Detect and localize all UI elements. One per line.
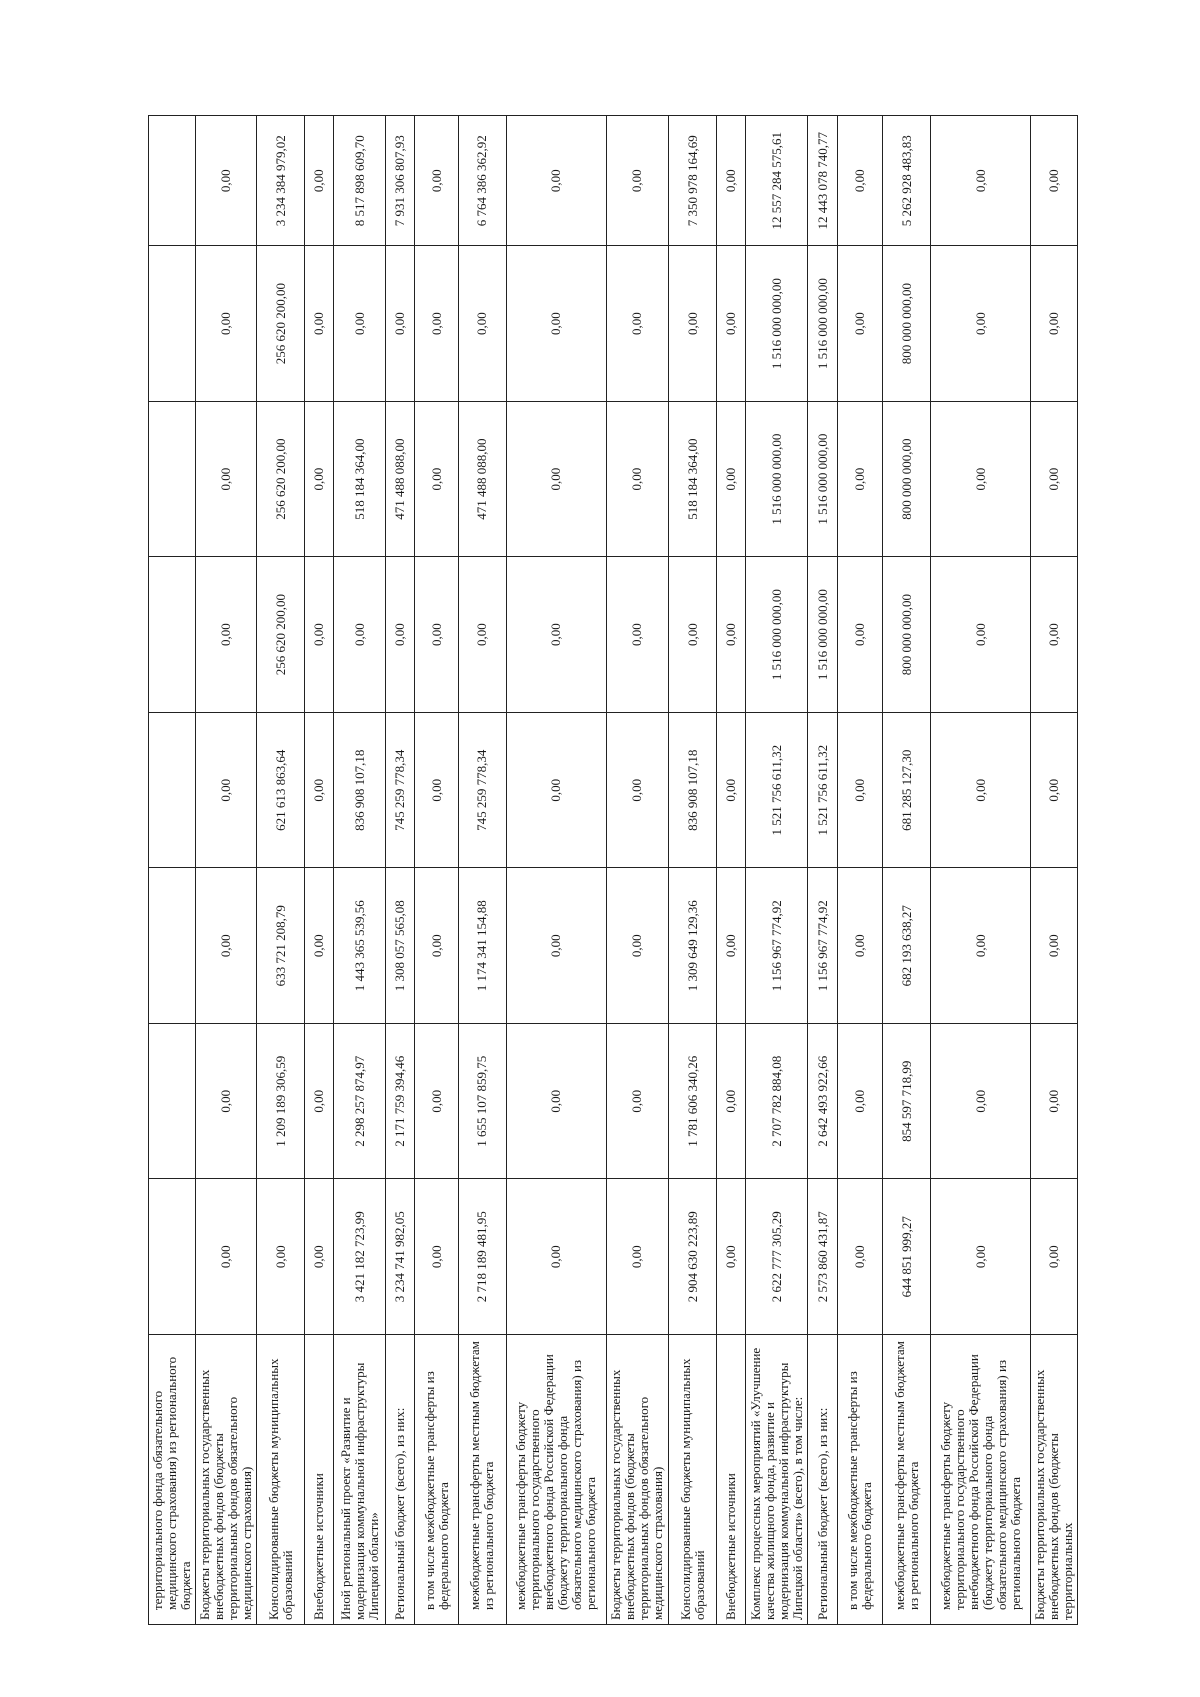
value-cell: 1 516 000 000,00 <box>808 557 837 713</box>
value-cell: 0,00 <box>837 1179 883 1335</box>
value-cell: 0,00 <box>506 246 606 402</box>
table-row <box>1031 116 1078 1625</box>
value-cell: 518 184 364,00 <box>334 401 386 557</box>
budget-table <box>148 115 1078 1625</box>
value-cell: 3 234 741 982,05 <box>386 1179 415 1335</box>
value-cell <box>149 1179 196 1335</box>
value-cell: 0,00 <box>669 246 717 402</box>
value-cell: 0,00 <box>506 1179 606 1335</box>
row-label: Комплекс процессных мероприятий «Улучшение качества жилищного фонда, развитие и модернизация коммунальной инфраструктуры Липецкой области» (всего), в том числе: <box>746 1334 808 1624</box>
table-row <box>506 116 606 1625</box>
rotated-table-container <box>148 115 1078 1625</box>
value-cell: 0,00 <box>195 557 256 713</box>
value-cell: 0,00 <box>386 246 415 402</box>
value-cell: 0,00 <box>1031 246 1078 402</box>
value-cell: 0,00 <box>195 246 256 402</box>
value-cell: 256 620 200,00 <box>257 246 305 402</box>
value-cell: 0,00 <box>716 246 745 402</box>
value-cell: 1 516 000 000,00 <box>746 401 808 557</box>
value-cell: 1 516 000 000,00 <box>746 246 808 402</box>
value-cell: 681 285 127,30 <box>883 712 931 868</box>
value-cell: 1 655 107 859,75 <box>458 1023 506 1179</box>
value-cell: 836 908 107,18 <box>669 712 717 868</box>
value-cell: 0,00 <box>195 868 256 1024</box>
value-cell: 8 517 898 609,70 <box>334 116 386 246</box>
value-cell <box>149 557 196 713</box>
table-row <box>837 116 883 1625</box>
value-cell <box>149 116 196 246</box>
value-cell: 0,00 <box>1031 868 1078 1024</box>
value-cell: 0,00 <box>334 246 386 402</box>
row-label: в том числе межбюджетные трансферты из федерального бюджета <box>415 1334 459 1624</box>
value-cell: 0,00 <box>506 401 606 557</box>
value-cell: 256 620 200,00 <box>257 557 305 713</box>
value-cell: 0,00 <box>305 1023 334 1179</box>
value-cell: 0,00 <box>1031 712 1078 868</box>
value-cell: 1 209 189 306,59 <box>257 1023 305 1179</box>
table-row <box>415 116 459 1625</box>
value-cell: 2 171 759 394,46 <box>386 1023 415 1179</box>
value-cell: 0,00 <box>506 868 606 1024</box>
value-cell: 0,00 <box>837 557 883 713</box>
value-cell: 0,00 <box>606 1023 668 1179</box>
value-cell: 0,00 <box>931 401 1031 557</box>
value-cell: 6 764 386 362,92 <box>458 116 506 246</box>
row-label: Региональный бюджет (всего), из них: <box>808 1334 837 1624</box>
row-label: Бюджеты территориальных государственных внебюджетных фондов (бюджеты территориальных фондов обязательного медицинского страхования) <box>606 1334 668 1624</box>
value-cell: 1 443 365 539,56 <box>334 868 386 1024</box>
value-cell: 682 193 638,27 <box>883 868 931 1024</box>
value-cell: 1 516 000 000,00 <box>808 401 837 557</box>
value-cell: 0,00 <box>415 868 459 1024</box>
table-row <box>883 116 931 1625</box>
value-cell: 1 521 756 611,32 <box>746 712 808 868</box>
value-cell: 0,00 <box>606 116 668 246</box>
value-cell: 0,00 <box>415 712 459 868</box>
value-cell: 745 259 778,34 <box>458 712 506 868</box>
value-cell: 0,00 <box>305 401 334 557</box>
value-cell: 5 262 928 483,83 <box>883 116 931 246</box>
value-cell: 2 707 782 884,08 <box>746 1023 808 1179</box>
value-cell: 0,00 <box>837 1023 883 1179</box>
value-cell <box>149 712 196 868</box>
value-cell: 0,00 <box>931 557 1031 713</box>
row-label: межбюджетные трансферты бюджету территориального государственного внебюджетного фонда Российской Федерации (бюджету территориального фонда обязательного медицинского страхования) из регионального бюджета <box>931 1334 1031 1624</box>
value-cell: 0,00 <box>305 868 334 1024</box>
value-cell: 0,00 <box>606 557 668 713</box>
row-label: Иной региональный проект «Развитие и модернизация коммунальной инфраструктуры Липецкой области» <box>334 1334 386 1624</box>
value-cell: 3 421 182 723,99 <box>334 1179 386 1335</box>
value-cell: 1 156 967 774,92 <box>808 868 837 1024</box>
value-cell: 2 622 777 305,29 <box>746 1179 808 1335</box>
table-row <box>334 116 386 1625</box>
value-cell: 0,00 <box>931 868 1031 1024</box>
value-cell: 0,00 <box>1031 1023 1078 1179</box>
value-cell: 0,00 <box>305 116 334 246</box>
row-label: Консолидированные бюджеты муниципальных образований <box>257 1334 305 1624</box>
table-row <box>669 116 717 1625</box>
value-cell: 0,00 <box>837 401 883 557</box>
value-cell: 644 851 999,27 <box>883 1179 931 1335</box>
value-cell: 0,00 <box>195 712 256 868</box>
table-row <box>305 116 334 1625</box>
value-cell: 621 613 863,64 <box>257 712 305 868</box>
value-cell: 1 521 756 611,32 <box>808 712 837 868</box>
value-cell: 1 309 649 129,36 <box>669 868 717 1024</box>
value-cell: 0,00 <box>716 712 745 868</box>
value-cell: 0,00 <box>716 1179 745 1335</box>
value-cell: 0,00 <box>305 246 334 402</box>
table-row <box>808 116 837 1625</box>
value-cell: 0,00 <box>506 712 606 868</box>
row-label: Внебюджетные источники <box>716 1334 745 1624</box>
value-cell: 0,00 <box>606 401 668 557</box>
value-cell: 800 000 000,00 <box>883 246 931 402</box>
row-label: Региональный бюджет (всего), из них: <box>386 1334 415 1624</box>
value-cell: 0,00 <box>415 116 459 246</box>
value-cell: 0,00 <box>257 1179 305 1335</box>
row-label: Бюджеты территориальных государственных внебюджетных фондов (бюджеты территориальных фондов обязательного медицинского страхования) <box>195 1334 256 1624</box>
value-cell: 0,00 <box>1031 1179 1078 1335</box>
value-cell: 0,00 <box>606 246 668 402</box>
value-cell: 836 908 107,18 <box>334 712 386 868</box>
table-row <box>716 116 745 1625</box>
value-cell: 0,00 <box>195 116 256 246</box>
table-row <box>746 116 808 1625</box>
value-cell: 0,00 <box>1031 401 1078 557</box>
row-label: Внебюджетные источники <box>305 1334 334 1624</box>
value-cell: 7 931 306 807,93 <box>386 116 415 246</box>
row-label: межбюджетные трансферты бюджету территориального государственного внебюджетного фонда Российской Федерации (бюджету территориального фонда обязательного медицинского страхования) из регионального бюджета <box>506 1334 606 1624</box>
row-label: Бюджеты территориальных государственных внебюджетных фондов (бюджеты территориальных <box>1031 1334 1078 1624</box>
row-label: межбюджетные трансферты местным бюджетам из регионального бюджета <box>458 1334 506 1624</box>
value-cell: 0,00 <box>716 557 745 713</box>
table-row <box>195 116 256 1625</box>
value-cell: 0,00 <box>458 246 506 402</box>
row-label: Консолидированные бюджеты муниципальных образований <box>669 1334 717 1624</box>
value-cell: 0,00 <box>716 868 745 1024</box>
value-cell: 0,00 <box>931 712 1031 868</box>
value-cell: 854 597 718,99 <box>883 1023 931 1179</box>
value-cell: 3 234 384 979,02 <box>257 116 305 246</box>
value-cell: 1 174 341 154,88 <box>458 868 506 1024</box>
row-label: в том числе межбюджетные трансферты из федерального бюджета <box>837 1334 883 1624</box>
value-cell: 0,00 <box>1031 557 1078 713</box>
value-cell: 0,00 <box>415 1023 459 1179</box>
table-row <box>257 116 305 1625</box>
value-cell: 0,00 <box>334 557 386 713</box>
value-cell: 0,00 <box>931 246 1031 402</box>
value-cell: 0,00 <box>837 116 883 246</box>
value-cell: 633 721 208,79 <box>257 868 305 1024</box>
value-cell: 800 000 000,00 <box>883 401 931 557</box>
value-cell: 0,00 <box>931 1179 1031 1335</box>
value-cell <box>149 246 196 402</box>
value-cell: 0,00 <box>415 557 459 713</box>
value-cell: 0,00 <box>837 246 883 402</box>
row-label: межбюджетные трансферты местным бюджетам из регионального бюджета <box>883 1334 931 1624</box>
value-cell: 0,00 <box>606 1179 668 1335</box>
value-cell <box>149 401 196 557</box>
value-cell: 800 000 000,00 <box>883 557 931 713</box>
value-cell: 0,00 <box>305 1179 334 1335</box>
value-cell: 518 184 364,00 <box>669 401 717 557</box>
value-cell: 0,00 <box>305 712 334 868</box>
value-cell: 1 516 000 000,00 <box>746 557 808 713</box>
value-cell: 0,00 <box>606 868 668 1024</box>
value-cell: 0,00 <box>506 116 606 246</box>
value-cell: 2 573 860 431,87 <box>808 1179 837 1335</box>
table-row <box>149 116 196 1625</box>
value-cell: 0,00 <box>305 557 334 713</box>
value-cell: 0,00 <box>458 557 506 713</box>
value-cell: 12 443 078 740,77 <box>808 116 837 246</box>
value-cell: 1 516 000 000,00 <box>808 246 837 402</box>
budget-table-body <box>149 116 1078 1625</box>
value-cell: 471 488 088,00 <box>386 401 415 557</box>
table-row <box>606 116 668 1625</box>
value-cell: 2 904 630 223,89 <box>669 1179 717 1335</box>
value-cell: 1 156 967 774,92 <box>746 868 808 1024</box>
value-cell: 0,00 <box>931 1023 1031 1179</box>
value-cell: 0,00 <box>716 116 745 246</box>
value-cell: 1 781 606 340,26 <box>669 1023 717 1179</box>
value-cell: 0,00 <box>506 557 606 713</box>
row-label: территориального фонда обязательного медицинского страхования) из регионального бюджета <box>149 1334 196 1624</box>
value-cell: 256 620 200,00 <box>257 401 305 557</box>
value-cell: 0,00 <box>931 116 1031 246</box>
value-cell: 0,00 <box>195 1023 256 1179</box>
table-row <box>458 116 506 1625</box>
value-cell: 0,00 <box>837 712 883 868</box>
value-cell: 12 557 284 575,61 <box>746 116 808 246</box>
value-cell: 0,00 <box>669 557 717 713</box>
table-row <box>931 116 1031 1625</box>
value-cell: 0,00 <box>415 1179 459 1335</box>
value-cell: 1 308 057 565,08 <box>386 868 415 1024</box>
value-cell: 745 259 778,34 <box>386 712 415 868</box>
value-cell: 0,00 <box>195 1179 256 1335</box>
value-cell: 0,00 <box>506 1023 606 1179</box>
value-cell: 0,00 <box>195 401 256 557</box>
value-cell: 7 350 978 164,69 <box>669 116 717 246</box>
value-cell: 0,00 <box>837 868 883 1024</box>
value-cell: 471 488 088,00 <box>458 401 506 557</box>
value-cell <box>149 868 196 1024</box>
value-cell: 0,00 <box>386 557 415 713</box>
value-cell: 0,00 <box>415 246 459 402</box>
table-row <box>386 116 415 1625</box>
value-cell: 0,00 <box>716 1023 745 1179</box>
value-cell: 0,00 <box>415 401 459 557</box>
value-cell: 0,00 <box>606 712 668 868</box>
value-cell: 2 718 189 481,95 <box>458 1179 506 1335</box>
value-cell: 0,00 <box>716 401 745 557</box>
value-cell: 2 298 257 874,97 <box>334 1023 386 1179</box>
value-cell: 0,00 <box>1031 116 1078 246</box>
value-cell <box>149 1023 196 1179</box>
value-cell: 2 642 493 922,66 <box>808 1023 837 1179</box>
